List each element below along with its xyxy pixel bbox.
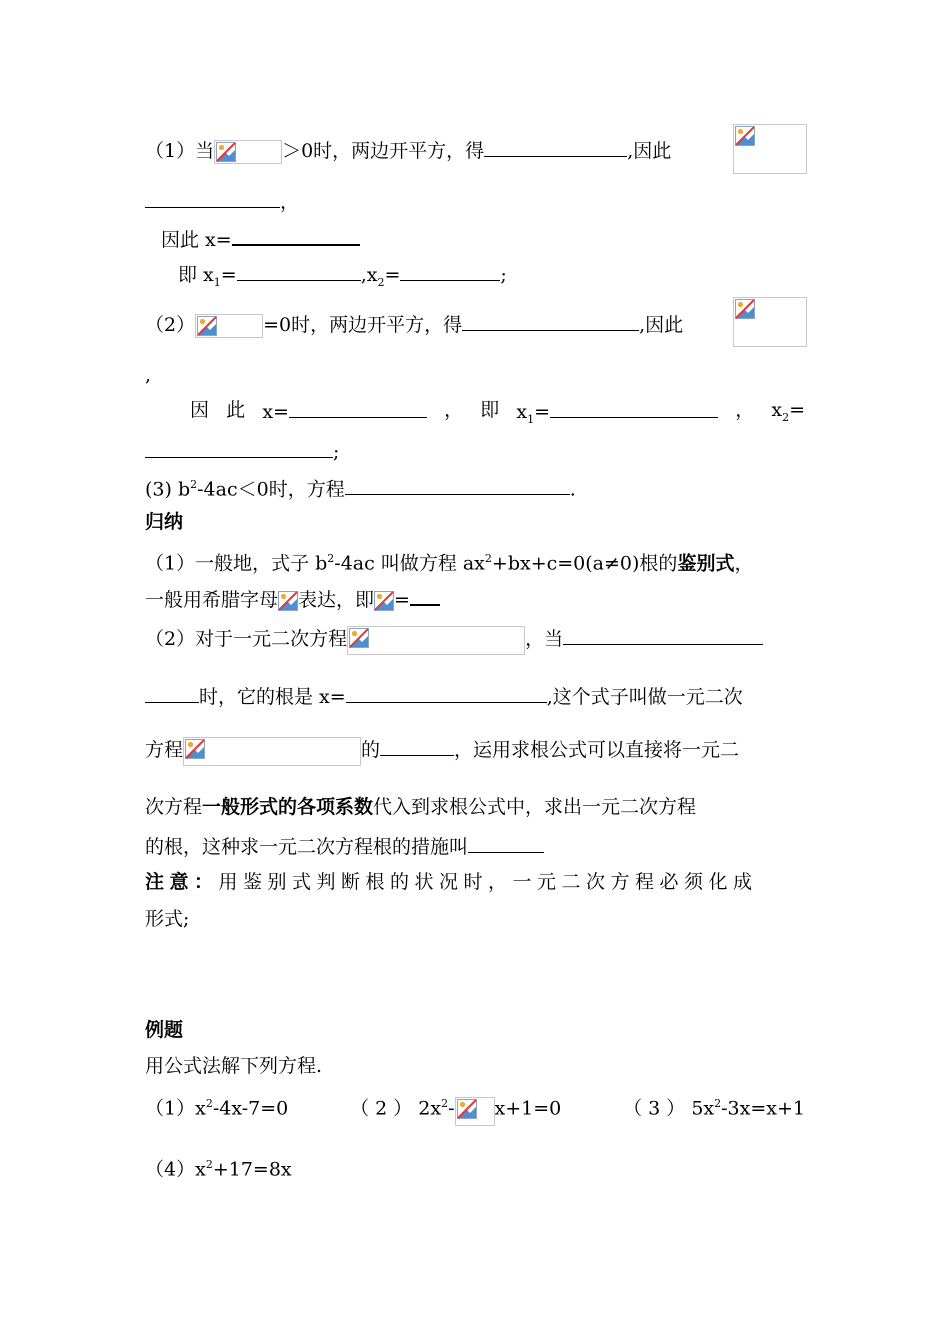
text: -3x=x+1 <box>721 1097 805 1120</box>
superscript: 2 <box>190 478 198 491</box>
summary-note-2: 形式; <box>145 908 190 930</box>
superscript: 2 <box>205 1158 213 1171</box>
superscript: 2 <box>441 1097 449 1110</box>
case-2-line <box>145 310 805 338</box>
superscript: 2 <box>327 552 335 565</box>
formula-image <box>733 124 807 174</box>
text: x <box>516 401 528 423</box>
superscript: 2 <box>205 1097 213 1110</box>
text: 即 x <box>178 264 214 286</box>
case-1-line-2 <box>145 187 805 215</box>
text: . <box>569 478 576 501</box>
text: ，运用求根公式可以直接将一元二 <box>454 739 740 761</box>
subscript: 2 <box>377 275 385 289</box>
answer-blank[interactable] <box>345 474 570 495</box>
text: ,x <box>360 264 378 286</box>
broken-image-icon <box>457 1099 477 1119</box>
formula-image <box>733 297 807 347</box>
superscript: 2 <box>714 1097 722 1110</box>
subscript: 1 <box>527 412 535 426</box>
text: +bx+c=0(a≠0)根的 <box>491 552 678 575</box>
text: ,因此 <box>627 140 672 162</box>
text: （1）x <box>145 1097 206 1120</box>
example-heading: 例题 <box>145 1019 184 1041</box>
answer-blank[interactable] <box>484 136 627 157</box>
subscript: 1 <box>213 275 221 289</box>
formula-image <box>214 140 282 164</box>
text: +17=8x <box>212 1158 292 1181</box>
answer-blank[interactable] <box>237 260 361 281</box>
text: （ 3 ） 5x <box>623 1097 715 1120</box>
text: （4）x <box>145 1158 206 1181</box>
text: 次方程 <box>145 796 203 818</box>
text: = <box>394 589 410 611</box>
text: 一般用希腊字母 <box>145 589 279 611</box>
summary-p2 <box>145 584 805 613</box>
text: 因此 x= <box>161 229 232 251</box>
summary-p3 <box>145 624 805 655</box>
text: x <box>771 399 783 421</box>
text: （2） <box>145 314 196 336</box>
text: （1）当 <box>145 140 215 162</box>
bold-term: 鉴别式 <box>677 552 735 575</box>
text: = <box>789 399 805 421</box>
bold-term: 一般形式的各项系数 <box>202 796 374 818</box>
text: ＞0时，两边开平方，得 <box>282 140 485 162</box>
text: -4ac＜0时，方程 <box>197 478 345 501</box>
text: (3) b <box>145 478 191 501</box>
text: ， <box>734 552 754 575</box>
answer-blank[interactable] <box>563 624 763 645</box>
text: 的 <box>361 739 381 761</box>
text: 代入到求根公式中，求出一元二次方程 <box>373 796 697 818</box>
answer-blank[interactable] <box>232 224 360 246</box>
answer-blank[interactable] <box>550 397 718 418</box>
text: 用鉴别式判断根的状况时，一元二次方程必须化成 <box>218 871 758 893</box>
text: ， <box>444 399 464 421</box>
formula-image <box>183 737 361 766</box>
summary-p1 <box>145 546 805 576</box>
answer-blank[interactable] <box>289 397 427 418</box>
text: 的根，这种求一元二次方程根的措施叫 <box>145 836 469 858</box>
text: - <box>448 1097 455 1120</box>
broken-image-icon <box>278 591 298 611</box>
case-2-comma <box>145 362 805 388</box>
answer-blank[interactable] <box>145 187 280 208</box>
text: ,这个式子叫做一元二次 <box>546 686 743 708</box>
text: = <box>534 401 551 423</box>
answer-blank[interactable] <box>462 310 639 331</box>
text: 表达，即 <box>298 589 375 611</box>
broken-image-icon <box>197 316 217 336</box>
case-1-x <box>161 224 805 253</box>
text: 方程 <box>145 739 184 761</box>
text: （2）对于一元二次方程 <box>145 628 348 650</box>
answer-blank[interactable] <box>380 735 454 756</box>
case-1-roots <box>178 260 805 296</box>
case-1-line <box>145 136 805 164</box>
question-4 <box>145 1152 805 1182</box>
text: ; <box>333 441 340 463</box>
example-questions <box>145 1091 805 1126</box>
broken-image-icon <box>185 739 205 759</box>
text: -4ac 叫做方程 ax <box>334 552 485 575</box>
text: ,因此 <box>639 314 684 336</box>
text: -4x-7=0 <box>212 1097 289 1120</box>
case-3-line <box>145 472 805 502</box>
answer-blank[interactable] <box>145 682 199 703</box>
text: = <box>384 264 401 286</box>
question-2 <box>350 1091 561 1126</box>
subscript: 2 <box>782 410 790 424</box>
answer-blank[interactable] <box>346 682 547 703</box>
broken-image-icon <box>735 126 755 146</box>
answer-blank[interactable] <box>145 437 333 458</box>
text: ，当 <box>525 628 564 650</box>
example-intro: 用公式法解下列方程. <box>145 1055 323 1077</box>
text: （ 2 ） 2x <box>350 1097 442 1120</box>
formula-image <box>195 314 263 338</box>
text: 因 <box>190 399 210 421</box>
summary-p4 <box>145 682 805 710</box>
answer-blank[interactable] <box>410 584 440 606</box>
question-1 <box>145 1091 288 1126</box>
text: = <box>220 264 237 286</box>
text: =0时，两边开平方，得 <box>263 314 463 336</box>
superscript: 2 <box>484 552 492 565</box>
text: 即 <box>480 399 500 421</box>
case-2-roots <box>190 397 805 433</box>
case-2-line-4 <box>145 437 805 465</box>
text: ， <box>735 399 755 421</box>
text: , <box>145 364 152 386</box>
summary-heading: 归纳 <box>145 511 184 533</box>
text: ， <box>280 191 300 213</box>
text: （1）一般地，式子 b <box>145 552 328 575</box>
summary-p5 <box>145 735 805 766</box>
text: ; <box>500 264 507 286</box>
broken-image-icon <box>349 628 369 648</box>
formula-image <box>347 626 525 655</box>
text: x= <box>262 401 289 423</box>
text: 此 <box>226 399 246 421</box>
broken-image-icon <box>374 591 394 611</box>
formula-image <box>455 1097 495 1126</box>
answer-blank[interactable] <box>468 832 544 853</box>
broken-image-icon <box>735 299 755 319</box>
summary-p6 <box>145 794 805 820</box>
question-3 <box>623 1091 805 1126</box>
note-label: 注意： <box>145 871 219 893</box>
broken-image-icon <box>216 142 236 162</box>
text: 时，它的根是 x= <box>199 686 346 708</box>
text: x+1=0 <box>494 1097 562 1120</box>
summary-p7 <box>145 832 805 860</box>
answer-blank[interactable] <box>400 260 500 281</box>
summary-note <box>145 869 805 895</box>
